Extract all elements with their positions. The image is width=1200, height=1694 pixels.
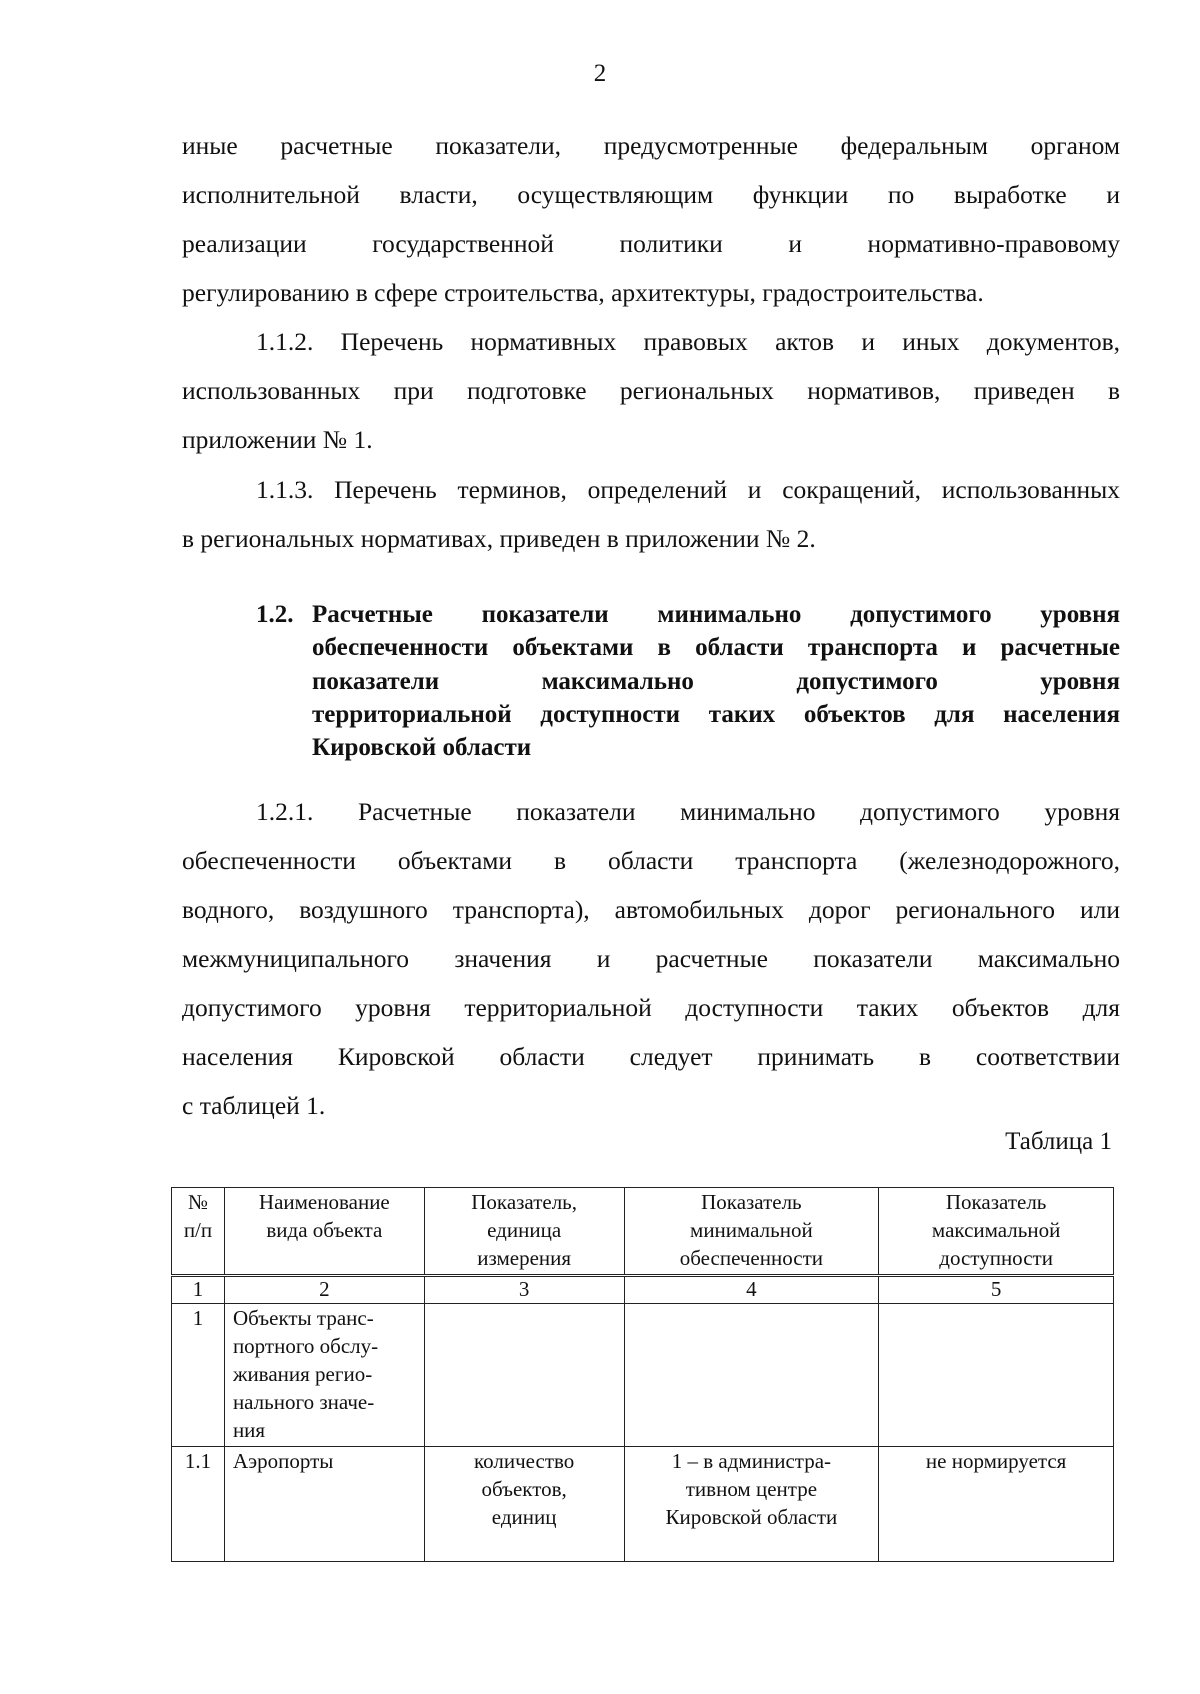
section-heading-line: Расчетные показатели минимально допустимого уровня [312, 601, 1120, 628]
table-cell: 1 – в администра- тивном центре Кировской области [624, 1447, 879, 1562]
paragraph-line: в региональных нормативах, приведен в приложении № 2. [182, 524, 816, 553]
table-column-numbers-row [172, 1276, 1114, 1304]
paragraph-line: исполнительной власти, осуществляющим функции по выработке и [182, 180, 1120, 209]
paragraph-line: с таблицей 1. [182, 1091, 326, 1120]
table-header-cell: Показатель минимальной обеспеченности [624, 1188, 879, 1276]
table-1 [171, 1187, 1114, 1562]
table-cell [424, 1304, 624, 1447]
paragraph-line: использованных при подготовке региональных нормативов, приведен в [182, 376, 1120, 405]
paragraph-line: приложении № 1. [182, 425, 373, 454]
column-number-cell: 2 [224, 1276, 424, 1304]
table-row [172, 1447, 1114, 1562]
column-number-cell: 1 [172, 1276, 225, 1304]
paragraph-line: 1.1.2. Перечень нормативных правовых актов и иных документов, [256, 327, 1120, 356]
section-heading-line: территориальной доступности таких объектов для населения [312, 701, 1120, 728]
page-number: 2 [593, 60, 607, 87]
section-heading-line: показатели максимально допустимого уровня [312, 668, 1120, 695]
column-number-cell: 5 [879, 1276, 1114, 1304]
paragraph-line: 1.2.1. Расчетные показатели минимально допустимого уровня [256, 797, 1120, 826]
table-cell: 1.1 [172, 1447, 225, 1562]
table-cell: 1 [172, 1304, 225, 1447]
table-header-cell: Показатель максимальной доступности [879, 1188, 1114, 1276]
column-number-cell: 4 [624, 1276, 879, 1304]
table-cell [879, 1304, 1114, 1447]
table-cell: количество объектов, единиц [424, 1447, 624, 1562]
table-row [172, 1304, 1114, 1447]
table-cell: Объекты транс- портного обслу- живания регио- нального значе- ния [224, 1304, 424, 1447]
section-heading-line: Кировской области [312, 734, 532, 761]
table-cell [624, 1304, 879, 1447]
paragraph-line: 1.1.3. Перечень терминов, определений и сокращений, использованных [256, 475, 1120, 504]
paragraph-line: регулированию в сфере строительства, архитектуры, градостроительства. [182, 278, 984, 307]
paragraph-line: населения Кировской области следует принимать в соответствии [182, 1042, 1120, 1071]
paragraph-line: обеспеченности объектами в области транспорта (железнодорожного, [182, 846, 1120, 875]
table-cell: Аэропорты [224, 1447, 424, 1562]
table-header-row [172, 1188, 1114, 1276]
table-header-cell: Наименование вида объекта [224, 1188, 424, 1276]
section-heading-number: 1.2. [256, 601, 294, 628]
table-header-cell: № п/п [172, 1188, 225, 1276]
table-caption: Таблица 1 [1005, 1128, 1112, 1155]
paragraph-line: иные расчетные показатели, предусмотренные федеральным органом [182, 131, 1120, 160]
column-number-cell: 3 [424, 1276, 624, 1304]
paragraph-line: реализации государственной политики и нормативно-правовому [182, 229, 1120, 258]
paragraph-line: межмуниципального значения и расчетные показатели максимально [182, 944, 1120, 973]
section-heading-line: обеспеченности объектами в области транспорта и расчетные [312, 634, 1120, 661]
table-cell: не нормируется [879, 1447, 1114, 1562]
table-header-cell: Показатель, единица измерения [424, 1188, 624, 1276]
paragraph-line: допустимого уровня территориальной доступности таких объектов для [182, 993, 1120, 1022]
paragraph-line: водного, воздушного транспорта), автомобильных дорог регионального или [182, 895, 1120, 924]
